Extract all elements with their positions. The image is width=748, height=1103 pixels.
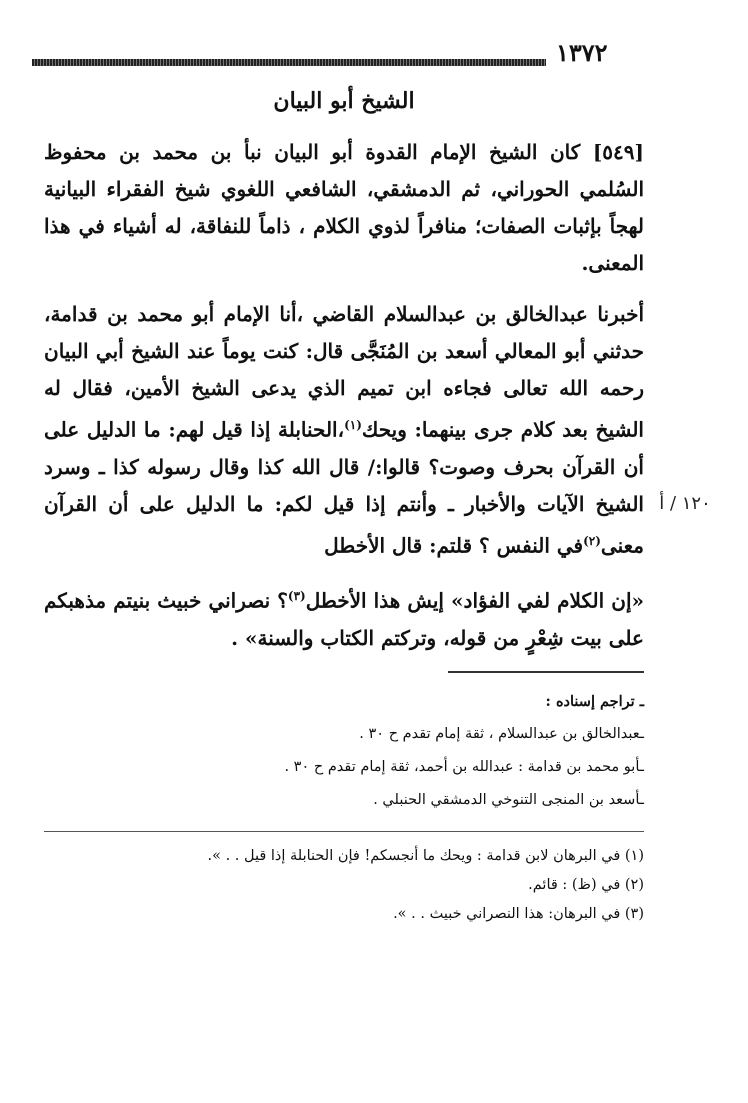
footnotes bbox=[44, 842, 644, 929]
biography-entry bbox=[44, 134, 644, 282]
footnote-3: (٣) في البرهان: هذا النصراني خبيث . . ». bbox=[393, 905, 644, 922]
footnote-1: (١) في البرهان لابن قدامة : ويحك ما أنجسكم! فإن الحنابلة إذا قيل . . ». bbox=[207, 847, 644, 864]
narration-text-2: ،الحنابلة إذا قيل لهم: ما الدليل على أن القرآن بحرف وصوت؟ قالوا:/ قال الله كذا وقال رسوله كذا ـ وسرد الشيخ الآيات والأخبار ـ وأنتم إذا قيل لكم: ما الدليل على أن القرآن معنى bbox=[44, 417, 644, 558]
quote-text-2: ؟ نصراني خبيث بنيتم مذهبكم على بيت شِعْرٍ من قوله، وتركتم الكتاب والسنة» . bbox=[44, 588, 644, 650]
quote-text-1: «إن الكلام لفي الفؤاد» إيش هذا الأخطل bbox=[305, 588, 644, 613]
narration-text-3: في النفس ؟ قلتم: قال الأخطل bbox=[324, 533, 584, 558]
footnotes-divider bbox=[44, 831, 644, 832]
isnad-item: ـأسعد بن المنجى التنوخي الدمشقي الحنبلي . bbox=[373, 791, 644, 808]
isnad-item: ـعبدالخالق بن عبدالسلام ، ثقة إمام تقدم ح ٣٠ . bbox=[359, 725, 644, 742]
entry-text: كان الشيخ الإمام القدوة أبو البيان نبأ بن محمد بن محفوظ السُلمي الحوراني، ثم الدمشقي، الشافعي اللغوي شيخ الفقراء البيانية لهجاً بإثبات الصفات؛ منافراً لذوي الكلام ، ذاماً للنفاقة، له أشياء في هذا المعنى. bbox=[44, 140, 644, 275]
footnote-ref-1: (١) bbox=[344, 418, 362, 432]
narration-paragraph bbox=[44, 296, 644, 564]
manuscript-folio-note: ١٢٠ / أ bbox=[659, 493, 711, 514]
isnad-heading: ـ تراجم إسناده : bbox=[545, 692, 644, 710]
isnad-item: ـأبو محمد بن قدامة : عبدالله بن أحمد، ثقة إمام تقدم ح ٣٠ . bbox=[284, 758, 644, 775]
narration-text-1: أخبرنا عبدالخالق بن عبدالسلام القاضي ،أنا الإمام أبو محمد بن قدامة، حدثني أبو المعالي أسعد بن المُنَجَّى قال: كنت يوماً عند الشيخ أبي البيان رحمه الله تعالى فجاءه ابن تميم الذي يدعى الشيخ الأمين، فقال له الشيخ بعد كلام جرى بينهما: ويحك bbox=[44, 302, 644, 442]
section-title: الشيخ أبو البيان bbox=[273, 88, 415, 114]
quote-paragraph bbox=[44, 578, 644, 657]
entry-number: [٥٤٩] bbox=[592, 140, 644, 164]
footnote-ref-3: (٣) bbox=[287, 589, 306, 604]
header-rule bbox=[32, 59, 546, 66]
page-body bbox=[44, 88, 644, 929]
footnote-2: (٢) في (ظ) : قائم. bbox=[528, 876, 644, 893]
page-number: ١٣٧٢ bbox=[556, 38, 608, 67]
footnote-ref-2: (٢) bbox=[583, 533, 601, 548]
notes-divider bbox=[448, 671, 644, 673]
isnad-notes bbox=[44, 685, 644, 817]
